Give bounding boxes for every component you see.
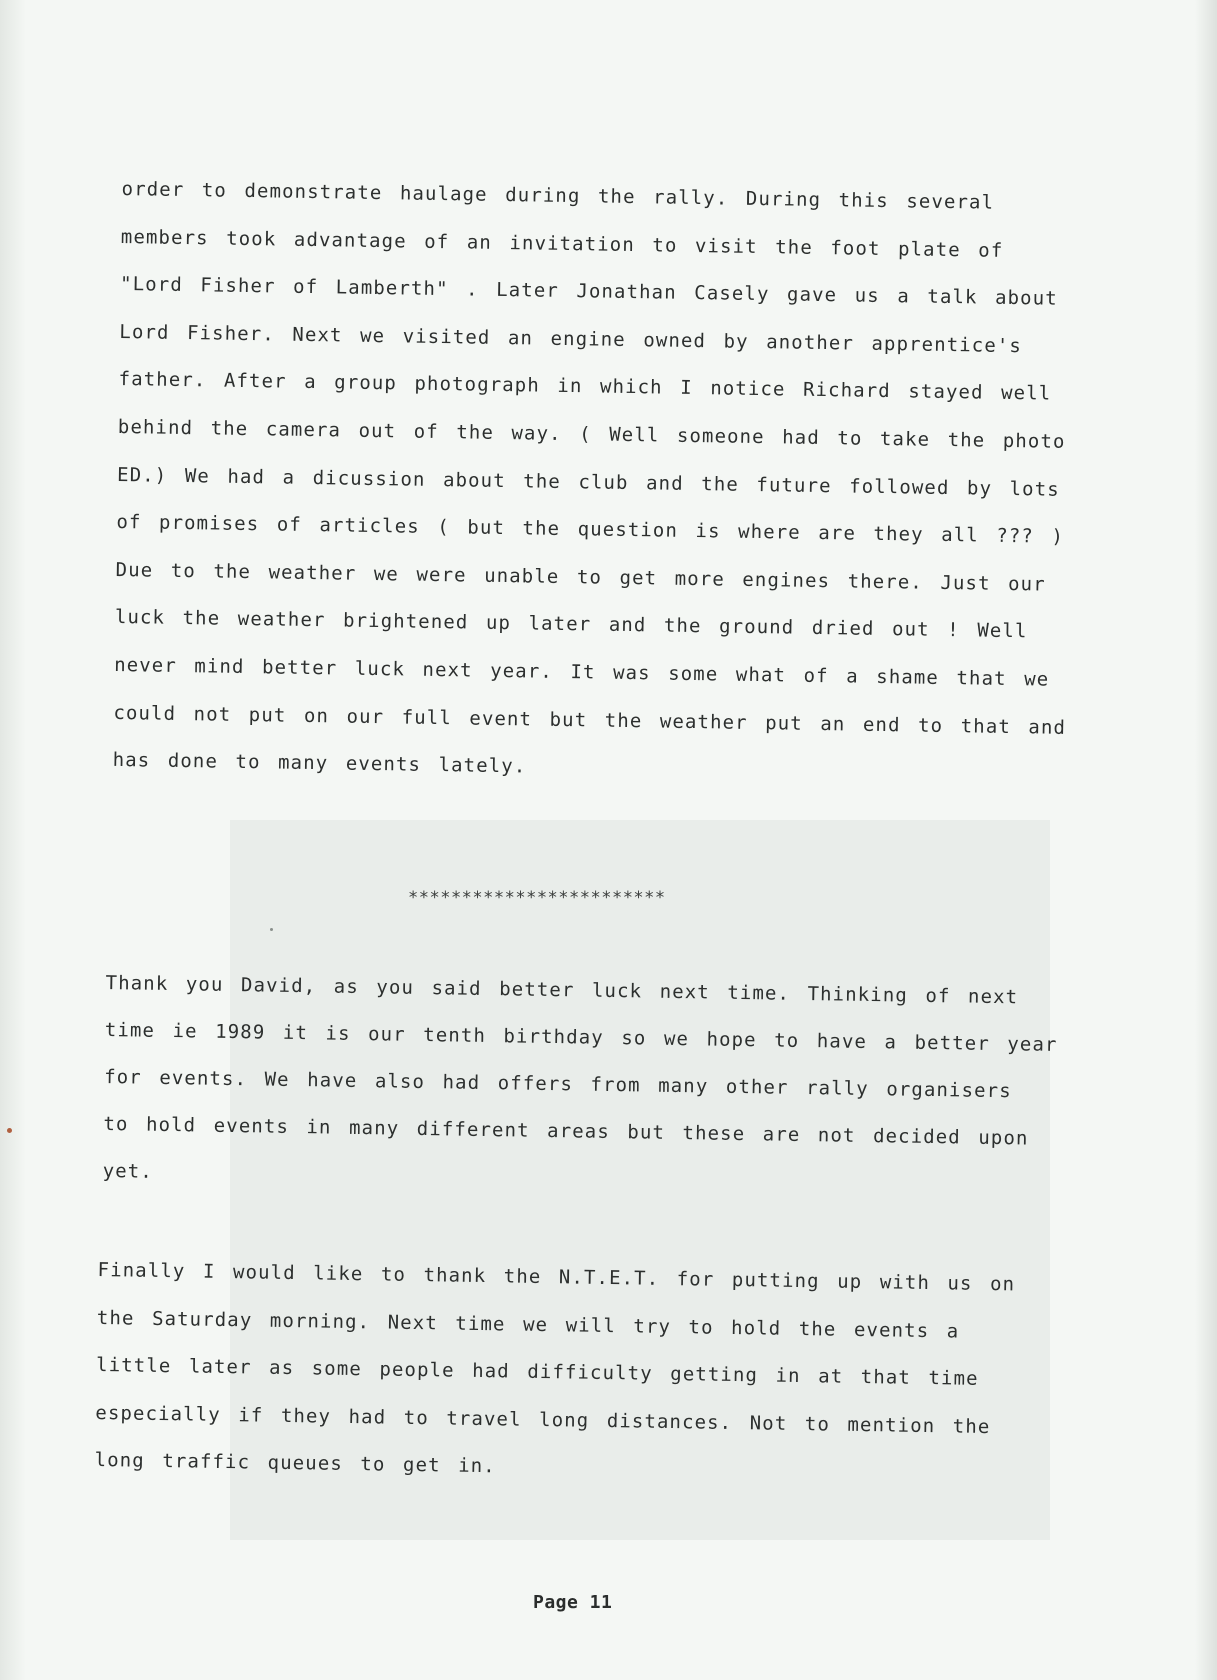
section-divider: ************************ (408, 888, 666, 908)
text-line: "Lord Fisher of Lamberth" . Later Jonathan Casely gave us a talk about (119, 273, 1058, 310)
paper-speck (7, 1128, 12, 1133)
text-line: behind the camera out of the way. ( Well someone had to take the photo (117, 415, 1066, 453)
text-line: long traffic queues to get in. (94, 1448, 496, 1478)
text-line: Finally I would like to thank the N.T.E.T. for putting up with us on (97, 1258, 1016, 1296)
text-line: never mind better luck next year. It was some what of a shame that we (113, 653, 1050, 691)
text-line: especially if they had to travel long distances. Not to mention the (95, 1401, 991, 1438)
paragraph-editor-reply (102, 960, 1058, 1210)
text-line: members took advantage of an invitation to visit the foot plate of (120, 225, 1004, 262)
text-line: Thank you David, as you said better luck next time. Thinking of next (105, 971, 1019, 1009)
text-line: to hold events in many different areas but these are not decided upon (103, 1112, 1029, 1150)
text-line: order to demonstrate haulage during the rally. During this several (121, 177, 995, 214)
text-line: the Saturday morning. Next time we will try to hold the events a (96, 1306, 960, 1343)
text-line: could not put on our full event but the weather put an end to that and (113, 701, 1067, 739)
text-line: Due to the weather we were unable to get more engines there. Just our (115, 558, 1046, 596)
text-line: has done to many events lately. (112, 749, 527, 778)
text-line: of promises of articles ( but the question is where are they all ??? ) (116, 511, 1065, 548)
page-number: Page 11 (533, 1592, 613, 1613)
text-line: luck the weather brightened up later and the ground dried out ! Well (114, 606, 1028, 643)
text-line: yet. (102, 1159, 154, 1183)
paragraph-rally-report (112, 166, 1074, 800)
text-line: time ie 1989 it is our tenth birthday so we hope to have a better year (104, 1018, 1058, 1056)
text-line: for events. We have also had offers from many other rally organisers (103, 1065, 1012, 1103)
paragraph-thanks (94, 1247, 1015, 1499)
text-line: ED.) We had a dicussion about the club and the future followed by lots (116, 463, 1060, 501)
paper-speck (270, 928, 273, 931)
text-line: Lord Fisher. Next we visited an engine owned by another apprentice's (119, 320, 1023, 357)
text-line: little later as some people had difficulty getting in at that time (95, 1353, 979, 1390)
text-line: father. After a group photograph in which I notice Richard stayed well (118, 368, 1052, 405)
